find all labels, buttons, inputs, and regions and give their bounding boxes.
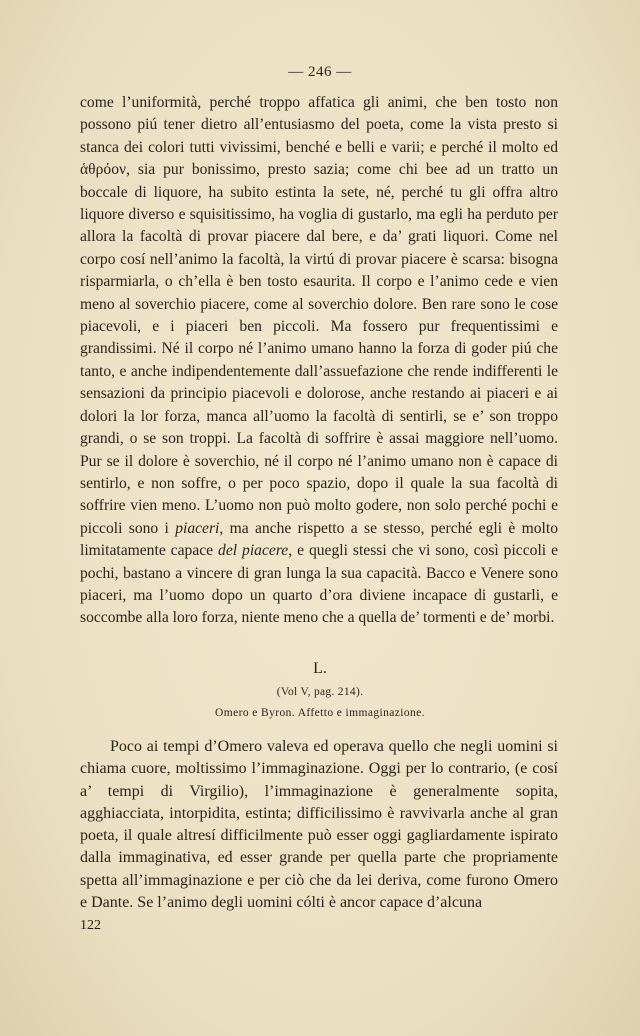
passage-1-text: , e quegli stessi che vi sono, così piccoli e pochi, bastano a vincere di gran lunga la sua capacità. Bacco e Venere sono piaceri, ma l’uomo dopo un quarto d’ora diviene incapace di gustarli, e soccombe alla loro forza, niente meno che a quella de’ tormenti e de’ morbi.: [80, 542, 558, 627]
italic-term-piaceri: piaceri: [175, 519, 220, 537]
passage-2-paragraph: Poco ai tempi d’Omero valeva ed operava quello che negli uomini si chiama cuore, moltissimo l’immaginazione. Oggi per lo contrario, (e cosí a’ tempi di Virgilio), l’immaginazione è generalmente sopita, agghiacciata, intorpidita, estinta; difficilissimo è ravvivarla anche al gran poeta, il quale altresí difficilmente può esser oggi gagliardamente ispirato dalla immaginativa, ed esser grande per quella parte che propriamente spetta all’immaginazione e per ciò che da lei deriva, come furono Omero e Dante. Se l’animo degli uomini cólti è ancor capace d’alcuna: [80, 738, 558, 912]
section-reference: (Vol V, pag. 214).: [276, 686, 364, 698]
page-footer-number: 122: [80, 918, 101, 933]
section-number: L.: [313, 660, 327, 677]
passage-1-paragraph: [80, 92, 558, 630]
section-subtitle: Omero e Byron. Affetto e immaginazione.: [215, 707, 425, 719]
passage-1-text: come l’uniformità, perché troppo affatica gli animi, che ben tosto non possono piú tener dietro all’entusiasmo del poeta, come la vista presto si stanca dei colori tutti vivissimi, benché e belli e varii; e perché il molto ed ἁθρόον, sia pur bonissimo, presto sazia; come chi bee ad un tratto un boccale di liquore, ha subito estinta la sete, né, perché tu gli offra altro liquore diverso e squisitissimo, ha voglia di gustarlo, ma egli ha perduto per allora la facoltà di provar piacere dal bere, e da’ grati liquori. Come nel corpo cosí nell’animo la facoltà, la virtú di provar piacere è scarsa: bisogna risparmiarla, o ch’ella è ben tosto esaurita. Il corpo e l’animo cede e vien meno al soverchio piacere, come al soverchio dolore. Ben rare sono le cose piacevoli, e i piaceri ben piccoli. Ma fossero pur frequentissimi e grandissimi. Né il corpo né l’animo umano hanno la forza di goder piú che tanto, e anche indipendentemente dall’assuefazione che rende indifferenti le sensazioni da principio piacevoli e dolorose, anche restando ai piaceri e ai dolori la lor forza, manca all’uomo la facoltà di sentirli, se e’ son troppo grandi, o se son troppi. La facoltà di soffrire è assai maggiore nell’uomo. Pur se il dolore è soverchio, né il corpo né l’animo umano non è capace di sentirlo, e non soffre, o per poco spazio, dopo il quale la sua facoltà di soffrire vien meno. L’uomo non può molto godere, non solo perché pochi e piccoli sono i: [80, 94, 558, 537]
passage-2: [80, 736, 558, 914]
italic-term-del-piacere: del piacere: [218, 542, 289, 560]
passage-1: [80, 92, 558, 630]
passage-1-text: , ma anche rispetto a se stesso, perché egli è molto limitatamente capace: [80, 519, 559, 560]
page-header-number: — 246 —: [288, 64, 352, 80]
